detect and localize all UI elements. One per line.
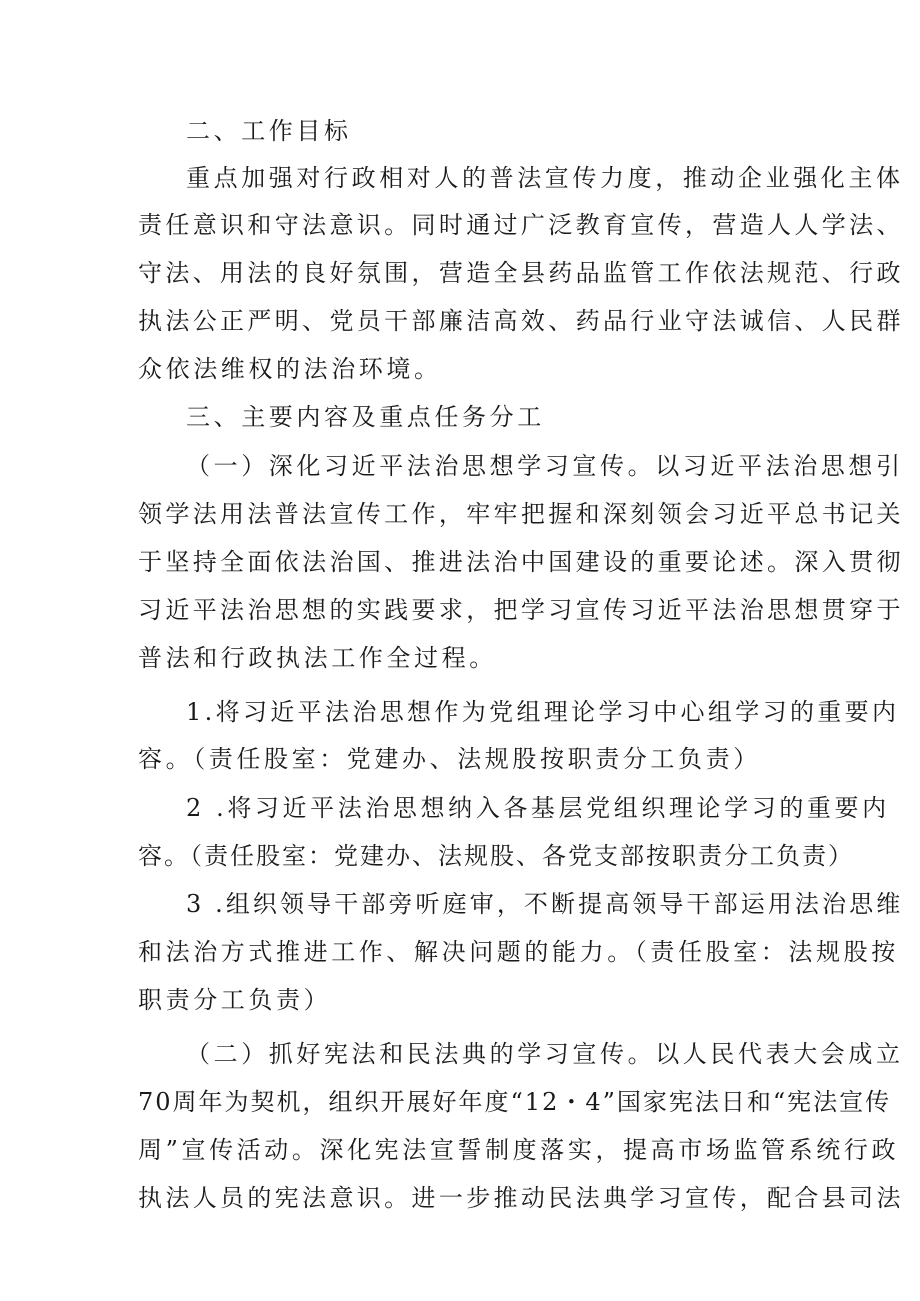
section2-paragraph-line: 执法人员的宪法意识。进一步推动民法典学习宣传，配合县司法	[138, 1184, 904, 1212]
goal-paragraph-line: 责任意识和守法意识。同时通过广泛教育宣传，营造人人学法、	[138, 211, 904, 239]
goal-paragraph-line: 执法公正严明、党员干部廉洁高效、药品行业守法诚信、人民群	[138, 307, 904, 335]
section2-paragraph-line: （二）抓好宪法和民法典的学习宣传。以人民代表大会成立	[186, 1040, 904, 1068]
goal-paragraph-line: 众依法维权的法治环境。	[138, 355, 442, 383]
goal-paragraph-line: 重点加强对行政相对人的普法宣传力度，推动企业强化主体	[186, 164, 904, 192]
item2-line: 2 .将习近平法治思想纳入各基层党组织理论学习的重要内	[186, 794, 890, 822]
section1-paragraph-line: 习近平法治思想的实践要求，把学习宣传习近平法治思想贯穿于	[138, 596, 904, 624]
item2-line: 容。（责任股室：党建办、法规股、各党支部按职责分工负责）	[138, 842, 854, 870]
heading-main-content: 三、主要内容及重点任务分工	[186, 403, 545, 431]
item3-line: 职责分工负责）	[138, 986, 332, 1014]
item3-line: 3 .组织领导干部旁听庭审，不断提高领导干部运用法治思维	[186, 890, 904, 918]
goal-paragraph-line: 守法、用法的良好氛围，营造全县药品监管工作依法规范、行政	[138, 259, 904, 287]
section1-paragraph-line: 领学法用法普法宣传工作，牢牢把握和深刻领会习近平总书记关	[138, 500, 904, 528]
section1-paragraph-line: 普法和行政执法工作全过程。	[138, 644, 497, 672]
item3-line: 和法治方式推进工作、解决问题的能力。（责任股室：法规股按	[138, 938, 899, 966]
section1-paragraph-line: （一）深化习近平法治思想学习宣传。以习近平法治思想引	[186, 452, 904, 480]
item1-line: 1.将习近平法治思想作为党组理论学习中心组学习的重要内	[186, 698, 900, 726]
item1-line: 容。（责任股室：党建办、法规股按职责分工负责）	[138, 745, 761, 773]
section2-paragraph-line: 周”宣传活动。深化宪法宣誓制度落实，提高市场监管系统行政	[138, 1136, 900, 1164]
section1-paragraph-line: 于坚持全面依法治国、推进法治中国建设的重要论述。深入贯彻	[138, 548, 904, 576]
section2-paragraph-line: 70周年为契机，组织开展好年度“12・4”国家宪法日和“宪法宣传	[138, 1088, 892, 1116]
heading-work-goals: 二、工作目标	[186, 117, 352, 145]
